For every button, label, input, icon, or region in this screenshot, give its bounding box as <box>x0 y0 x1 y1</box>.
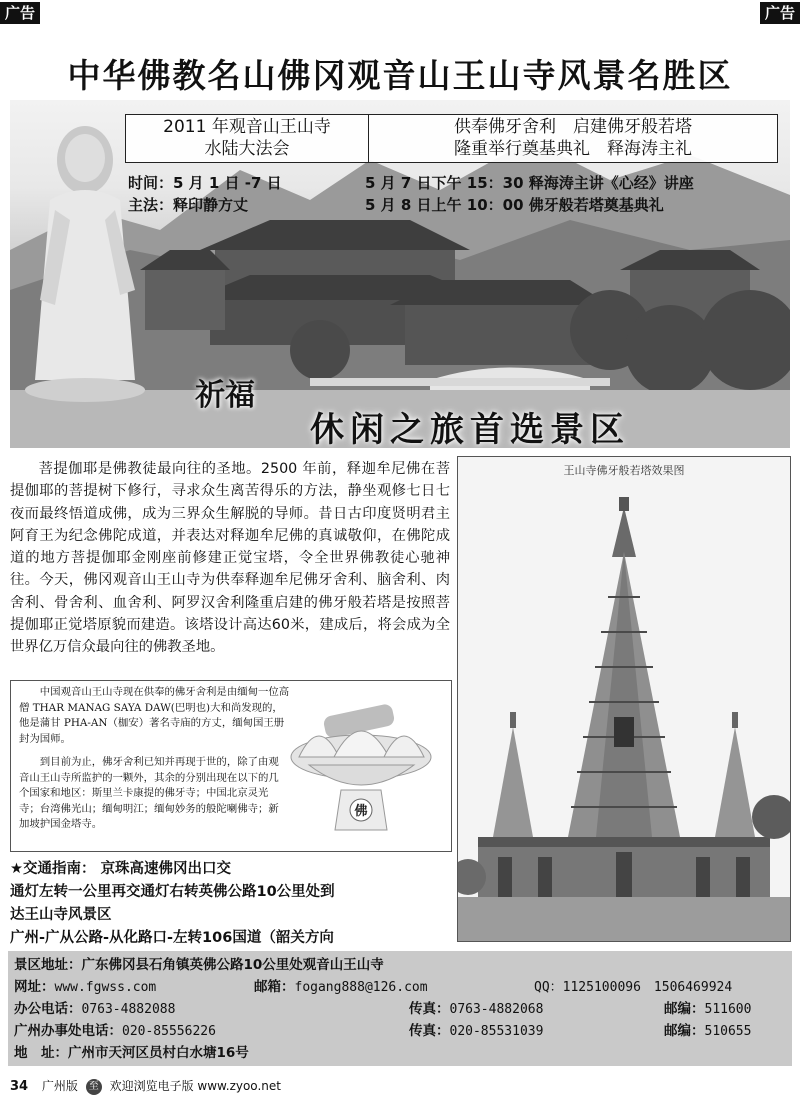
office-phone: 0763-4882088 <box>81 1002 176 1017</box>
gz-postcode-label: 邮编： <box>664 1023 705 1039</box>
page-title: 中华佛教名山佛冈观音山王山寺风景名胜区 <box>67 56 733 95</box>
bowl-mark: 佛 <box>354 804 368 819</box>
contact-bar <box>8 951 792 1066</box>
web-link[interactable]: www.fgwss.com <box>54 980 157 995</box>
address-label: 景区地址： <box>14 957 82 973</box>
relic-event-dates <box>365 172 694 216</box>
lotus-relic-bowl-icon <box>279 695 444 845</box>
traffic-guide <box>10 858 450 950</box>
qq-value: 1125100096 1506469924 <box>562 980 733 995</box>
postcode-label: 邮编： <box>664 1001 705 1017</box>
ceremony-line1: 2011 年观音山王山寺 <box>163 117 331 137</box>
postcode-value: 511600 <box>704 1002 752 1017</box>
ad-label-right: 广告 <box>760 2 800 24</box>
slogan-large: 休闲之旅首选景区 <box>310 410 630 448</box>
slogan-small: 祈福 <box>195 378 255 413</box>
ceremony-time: 时间：5 月 1 日 -7 日 <box>128 174 282 192</box>
qq-label: QQ： <box>534 980 563 995</box>
relic-event-box <box>368 114 778 163</box>
fax-value: 0763-4882068 <box>449 1002 544 1017</box>
email-link[interactable]: fogang888@126.com <box>294 980 428 995</box>
intro-paragraph: 菩提伽耶是佛教徒最向往的圣地。2500 年前，释迦牟尼佛在菩提伽耶的菩提树下修行，寻求众生离苦得乐的方法，静坐观修七日七夜而最终悟道成佛，成为三界众生解脱的导师。昔日古印度贤明君主阿育王为纪念佛陀成道，并表达对释迦牟尼佛的真诚敬仰，在佛陀成道的地方菩提伽耶金刚座前修建正觉宝塔，令全世界佛教徒心驰神往。今天，佛冈观音山王山寺为供奉释迦牟尼佛牙舍利、脑舍利、肉舍利、骨舍利、血舍利、阿罗汉舍利隆重启建的佛牙般若塔是按照菩提伽耶正觉塔原貌而建造。该塔设计高达60米，建成后，将会成为全世界亿万信众最向往的佛教圣地。 <box>10 461 450 656</box>
gz-address-label: 地 址： <box>14 1045 68 1061</box>
traffic-line1-text: 京珠高速佛冈出口交 <box>100 861 232 877</box>
page-footer <box>10 1076 790 1096</box>
footer-text: 欢迎浏览电子版 www.zyoo.net <box>109 1079 281 1093</box>
relic-paragraph-2: 到目前为止，佛牙舍利已知并再现于世的，除了由观音山王山寺所监护的一颗外，其余的分别出现在以下的几个国家和地区：斯里兰卡康提的佛牙寺；中国北京灵光寺；台湾佛光山；缅甸明江；缅甸妙务的般陀喇佛寺；新加坡护国金塔寺。 <box>19 756 279 830</box>
relic-event-date1: 5 月 7 日下午 15：30 释海涛主讲《心经》讲座 <box>365 174 694 192</box>
relic-event-line2: 隆重举行奠基典礼 释海涛主礼 <box>454 139 692 159</box>
pagoda-illustration <box>458 457 790 941</box>
fax-label: 传真： <box>409 1001 450 1017</box>
ceremony-line2: 水陆大法会 <box>204 139 290 159</box>
edition-label: 广州版 <box>41 1079 78 1093</box>
page-number: 34 <box>10 1079 29 1094</box>
web-row <box>14 977 788 997</box>
web-label: 网址： <box>14 979 55 995</box>
gz-phone-label: 广州办事处电话： <box>14 1023 122 1039</box>
ceremony-details <box>128 172 282 216</box>
relic-event-line1: 供奉佛牙舍利 启建佛牙般若塔 <box>454 117 692 137</box>
address-value: 广东佛冈县石角镇英佛公路10公里处观音山王山寺 <box>81 957 384 973</box>
office-row <box>14 999 788 1019</box>
email-label: 邮箱： <box>254 979 295 995</box>
gz-fax-label: 传真： <box>409 1023 450 1039</box>
guangzhou-office-row <box>14 1021 788 1041</box>
traffic-line2: 通灯左转一公里再交通灯右转英佛公路10公里处到 <box>10 884 335 900</box>
ceremony-box <box>125 114 369 163</box>
guangzhou-address-row <box>14 1043 249 1063</box>
hero-photo <box>10 100 790 448</box>
traffic-line1 <box>10 858 450 881</box>
seal-icon: 至 <box>86 1079 102 1095</box>
gz-phone: 020-85556226 <box>122 1024 216 1039</box>
gz-address: 广州市天河区员村白水塘16号 <box>68 1045 249 1061</box>
gz-postcode: 510655 <box>704 1024 752 1039</box>
relic-paragraph-1: 中国观音山王山寺现在供奉的佛牙舍利是由缅甸一位高僧 THAR MANAG SAYA DAW(巴明也)大和尚发现的，他是蒲甘 PHA-AN（枷安）著名寺庙的方丈，缅甸国王册封为国师。 <box>19 686 290 745</box>
ad-label-left: 广告 <box>0 2 40 24</box>
office-phone-label: 办公电话： <box>14 1001 82 1017</box>
star-icon: ★ <box>10 861 23 877</box>
ceremony-host: 主法：释印静方丈 <box>128 196 249 214</box>
pagoda-photo <box>457 456 791 942</box>
traffic-line3: 达王山寺风景区 <box>10 907 112 923</box>
traffic-line4: 广州-广从公路-从化路口-左转106国道（韶关方向 <box>10 930 334 946</box>
traffic-heading: 交通指南： <box>23 861 96 877</box>
pagoda-caption: 王山寺佛牙般若塔效果图 <box>563 464 685 477</box>
address-row <box>14 955 384 975</box>
relic-info-box <box>10 680 452 852</box>
relic-event-date2: 5 月 8 日上午 10：00 佛牙般若塔奠基典礼 <box>365 196 664 214</box>
gz-fax: 020-85531039 <box>449 1024 544 1039</box>
